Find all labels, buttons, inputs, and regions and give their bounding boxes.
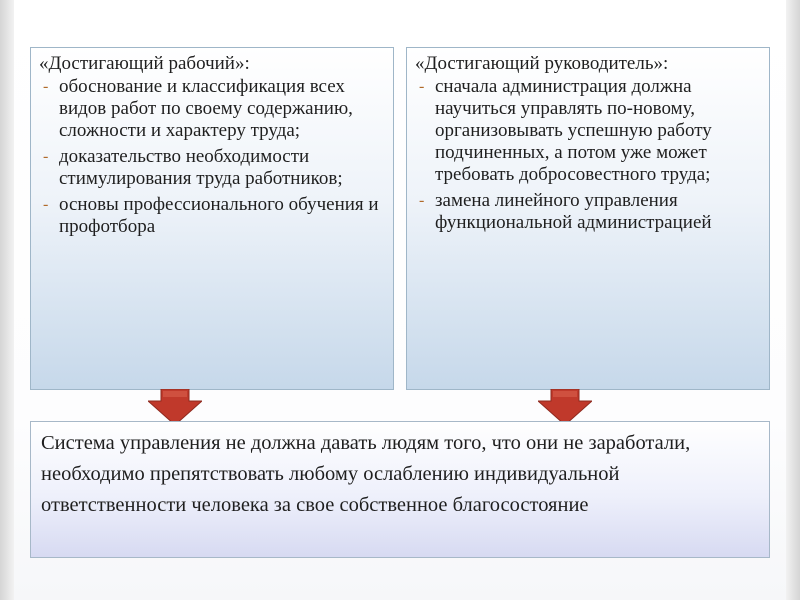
right-box-item xyxy=(415,190,761,234)
down-arrow-icon xyxy=(538,389,592,425)
left-box-item-text: основы профессионального обучения и профотбора xyxy=(59,194,379,237)
right-box-item xyxy=(415,76,761,186)
down-arrow-icon xyxy=(148,389,202,425)
slide-edge-right xyxy=(786,0,800,600)
left-box-item-text: обоснование и классификация всех видов работ по своему содержанию, сложности и характеру труда; xyxy=(59,76,353,141)
conclusion-box xyxy=(30,421,770,558)
left-box-item xyxy=(39,194,385,238)
right-box-heading: «Достигающий руководитель»: xyxy=(415,53,669,74)
bullet-dash-icon: - xyxy=(419,192,425,209)
left-box-item xyxy=(39,146,385,190)
slide-edge-left xyxy=(0,0,14,600)
bullet-dash-icon: - xyxy=(419,78,425,95)
right-box-item-text: сначала администрация должна научиться управлять по-новому, организовывать успешную работу подчиненных, а потом уже может требовать добросовестного труда; xyxy=(435,76,712,185)
right-box-list xyxy=(415,76,761,234)
left-box-item xyxy=(39,76,385,142)
bullet-dash-icon: - xyxy=(43,196,49,213)
left-box-achieving-worker xyxy=(30,47,394,390)
bullet-dash-icon: - xyxy=(43,148,49,165)
left-box-item-text: доказательство необходимости стимулирования труда работников; xyxy=(59,146,343,189)
left-box-heading: «Достигающий рабочий»: xyxy=(39,53,250,74)
right-box-achieving-manager xyxy=(406,47,770,390)
bullet-dash-icon: - xyxy=(43,78,49,95)
left-box-list xyxy=(39,76,385,238)
conclusion-text: Система управления не должна давать людям того, что они не заработали, необходимо препятствовать любому ослаблению индивидуальной ответственности человека за свое собственное благосостояние xyxy=(41,432,691,516)
right-box-item-text: замена линейного управления функциональной администрацией xyxy=(435,190,712,233)
